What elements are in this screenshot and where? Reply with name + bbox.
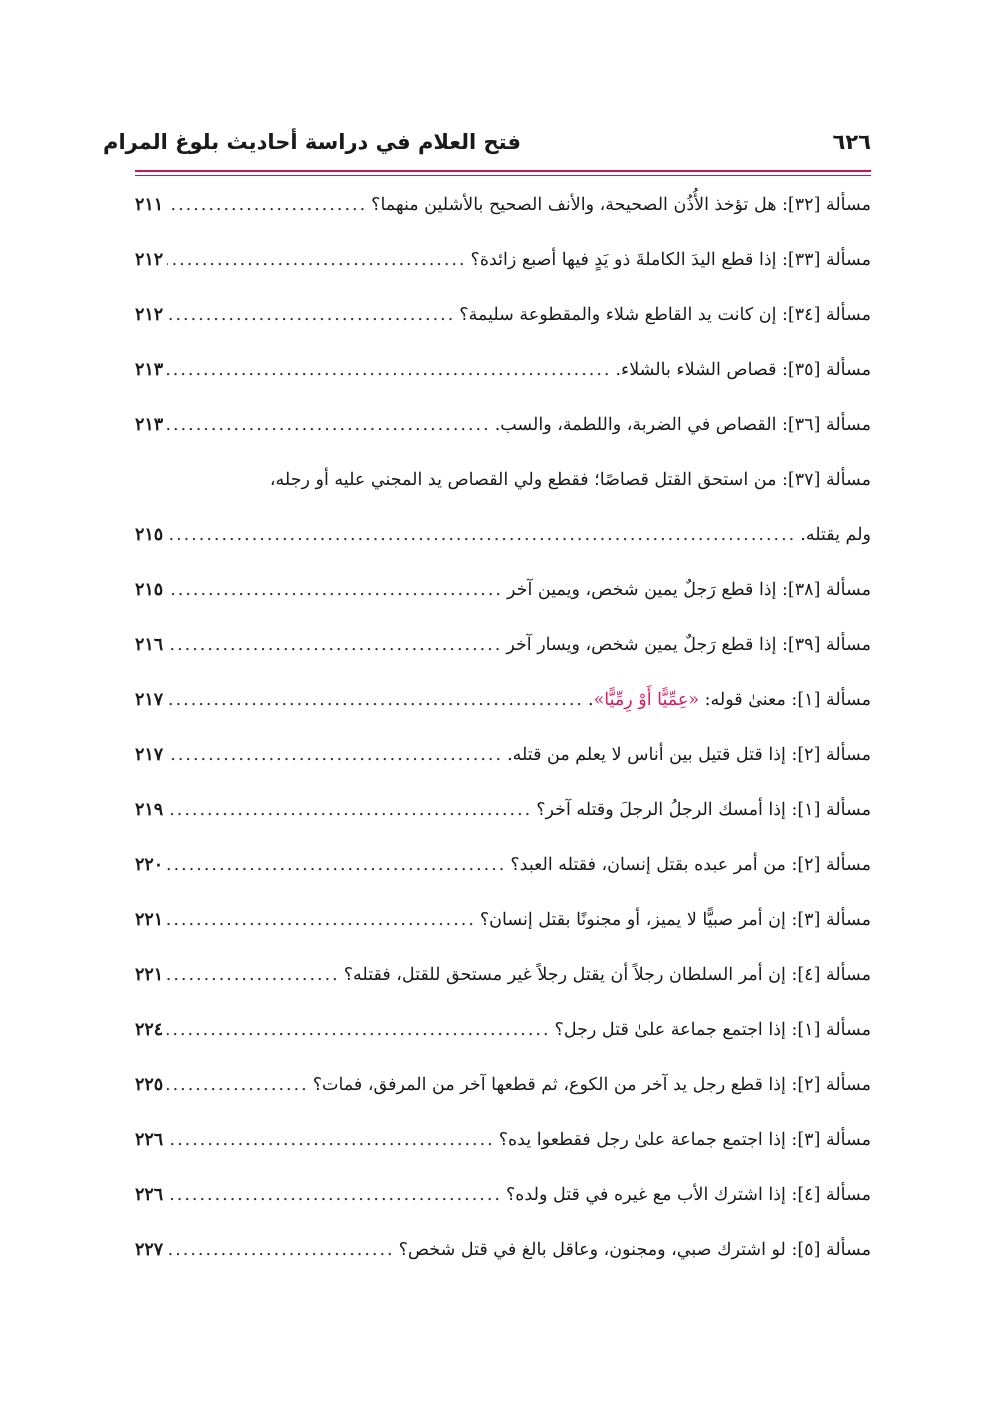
entry-page: ٢١١: [135, 195, 164, 215]
toc-entry[interactable]: [135, 1180, 871, 1235]
entry-page: ٢١٧: [135, 690, 164, 710]
entry-text: مسألة [٢]: من أمر عبده بقتل إنسان، فقتله العبد؟: [510, 855, 871, 875]
entry-text: مسألة [٣٩]: إذا قطع رَجلٌ يمين شخص، ويسار آخر: [506, 635, 871, 655]
leader-dots: [167, 190, 367, 220]
entry-text: مسألة [٣٧]: من استحق القتل قصاصًا؛ فقطع ولي القصاص يد المجني عليه أو رجله،: [269, 470, 871, 490]
toc-entry[interactable]: [135, 1015, 871, 1070]
toc-entry-continued[interactable]: [135, 520, 871, 575]
toc-list: [135, 190, 871, 1290]
leader-dots: [167, 850, 506, 880]
book-title: فتح العلام في دراسة أحاديث بلوغ المرام: [103, 130, 521, 154]
leader-dots: [167, 1070, 309, 1100]
entry-text: مسألة [٣٦]: القصاص في الضربة، واللطمة، والسب.: [494, 415, 871, 435]
entry-page: ٢١٩: [135, 800, 164, 820]
entry-text: مسألة [٤]: إن أمر السلطان رجلاً أن يقتل رجلاً غير مستحق للقتل، فقتله؟: [343, 965, 871, 985]
leader-dots: [167, 905, 476, 935]
toc-entry[interactable]: [135, 190, 871, 245]
entry-page: ٢١٣: [135, 360, 164, 380]
leader-dots: [167, 410, 490, 440]
entry-page: ٢١٧: [135, 745, 164, 765]
entry-text: مسألة [٣]: إن أمر صبيًّا لا يميز، أو مجنونًا بقتل إنسان؟: [479, 910, 871, 930]
leader-dots: [167, 1015, 550, 1045]
entry-page: ٢٢١: [135, 910, 164, 930]
leader-dots: [167, 1180, 502, 1210]
entry-page: ٢٢١: [135, 965, 164, 985]
toc-entry[interactable]: [135, 795, 871, 850]
page: [103, 128, 871, 1260]
leader-dots: [167, 1125, 495, 1155]
entry-text: مسألة [٤]: إذا اشترك الأب مع غيره في قتل ولده؟: [506, 1185, 871, 1205]
toc-entry[interactable]: [135, 575, 871, 630]
entry-text: ولم يقتله.: [800, 525, 871, 545]
leader-dots: [167, 630, 502, 660]
entry-page: ٢١٥: [135, 525, 164, 545]
entry-page: ٢٢٦: [135, 1130, 164, 1150]
entry-text: مسألة [٢]: إذا قطع رجل يد آخر من الكوع، ثم قطعها آخر من المرفق، فمات؟: [312, 1075, 871, 1095]
entry-text: مسألة [١]: إذا اجتمع جماعة علىٰ قتل رجل؟: [554, 1020, 871, 1040]
entry-text: مسألة [٣]: إذا اجتمع جماعة علىٰ رجل فقطعوا يده؟: [498, 1130, 871, 1150]
header-rule-thick: [135, 170, 871, 172]
toc-entry[interactable]: [135, 245, 871, 300]
toc-entry[interactable]: [135, 630, 871, 685]
leader-dots: [167, 355, 611, 385]
hadith-quote: «عِمِّيًّا أَوْ رِمِّيًّا»: [593, 690, 700, 710]
entry-text-tail: .: [588, 690, 594, 710]
entry-text: [588, 685, 871, 715]
entry-page: ٢١٦: [135, 635, 164, 655]
toc-entry[interactable]: [135, 300, 871, 355]
entry-page: ٢٢٥: [135, 1075, 164, 1095]
toc-entry[interactable]: [135, 410, 871, 465]
entry-text: مسألة [٢]: إذا قتل قتيل بين أناس لا يعلم من قتله.: [507, 745, 871, 765]
toc-entry[interactable]: [135, 740, 871, 795]
leader-dots: [167, 520, 796, 550]
toc-entry[interactable]: [135, 465, 871, 520]
entry-page: ٢٢٤: [135, 1020, 164, 1040]
entry-page: ٢١٢: [135, 250, 164, 270]
page-number: ٦٢٦: [832, 130, 871, 154]
leader-dots: [167, 795, 532, 825]
header-rule-thin: [135, 175, 871, 176]
toc-entry[interactable]: [135, 960, 871, 1015]
leader-dots: [167, 740, 503, 770]
leader-dots: [167, 300, 455, 330]
entry-page: ٢١٥: [135, 580, 164, 600]
leader-dots: [167, 245, 466, 275]
entry-page: ٢١٣: [135, 415, 164, 435]
toc-entry[interactable]: [135, 685, 871, 740]
entry-text: مسألة [٣٣]: إذا قطع اليدَ الكاملةَ ذو يَدٍ فيها أصبع زائدة؟: [470, 250, 871, 270]
entry-page: ٢٢٧: [135, 1240, 164, 1260]
leader-dots: [167, 575, 503, 605]
entry-page: ٢٢٦: [135, 1185, 164, 1205]
toc-entry[interactable]: [135, 1125, 871, 1180]
entry-page: ٢١٢: [135, 305, 164, 325]
entry-text: مسألة [١]: إذا أمسك الرجلُ الرجلَ وقتله آخر؟: [536, 800, 871, 820]
entry-text: مسألة [٣٨]: إذا قطع رَجلٌ يمين شخص، ويمين آخر: [507, 580, 871, 600]
leader-dots: [167, 960, 340, 990]
toc-entry[interactable]: [135, 905, 871, 960]
entry-text: مسألة [٥]: لو اشترك صبي، ومجنون، وعاقل بالغ في قتل شخص؟: [398, 1240, 871, 1260]
leader-dots: [167, 1235, 394, 1265]
entry-text: مسألة [٣٢]: هل تؤخذ الأُذُن الصحيحة، والأنف الصحيح بالأشلين منهما؟: [371, 195, 871, 215]
leader-dots: [167, 685, 584, 715]
entry-text: مسألة [٣٥]: قصاص الشلاء بالشلاء.: [615, 360, 871, 380]
toc-entry[interactable]: [135, 1070, 871, 1125]
toc-entry[interactable]: [135, 355, 871, 410]
toc-entry[interactable]: [135, 1235, 871, 1290]
entry-text-lead: مسألة [١]: معنىٰ قوله:: [699, 690, 871, 710]
entry-page: ٢٢٠: [135, 855, 164, 875]
entry-text: مسألة [٣٤]: إن كانت يد القاطع شلاء والمقطوعة سليمة؟: [459, 305, 871, 325]
toc-entry[interactable]: [135, 850, 871, 905]
running-header: [103, 128, 871, 168]
